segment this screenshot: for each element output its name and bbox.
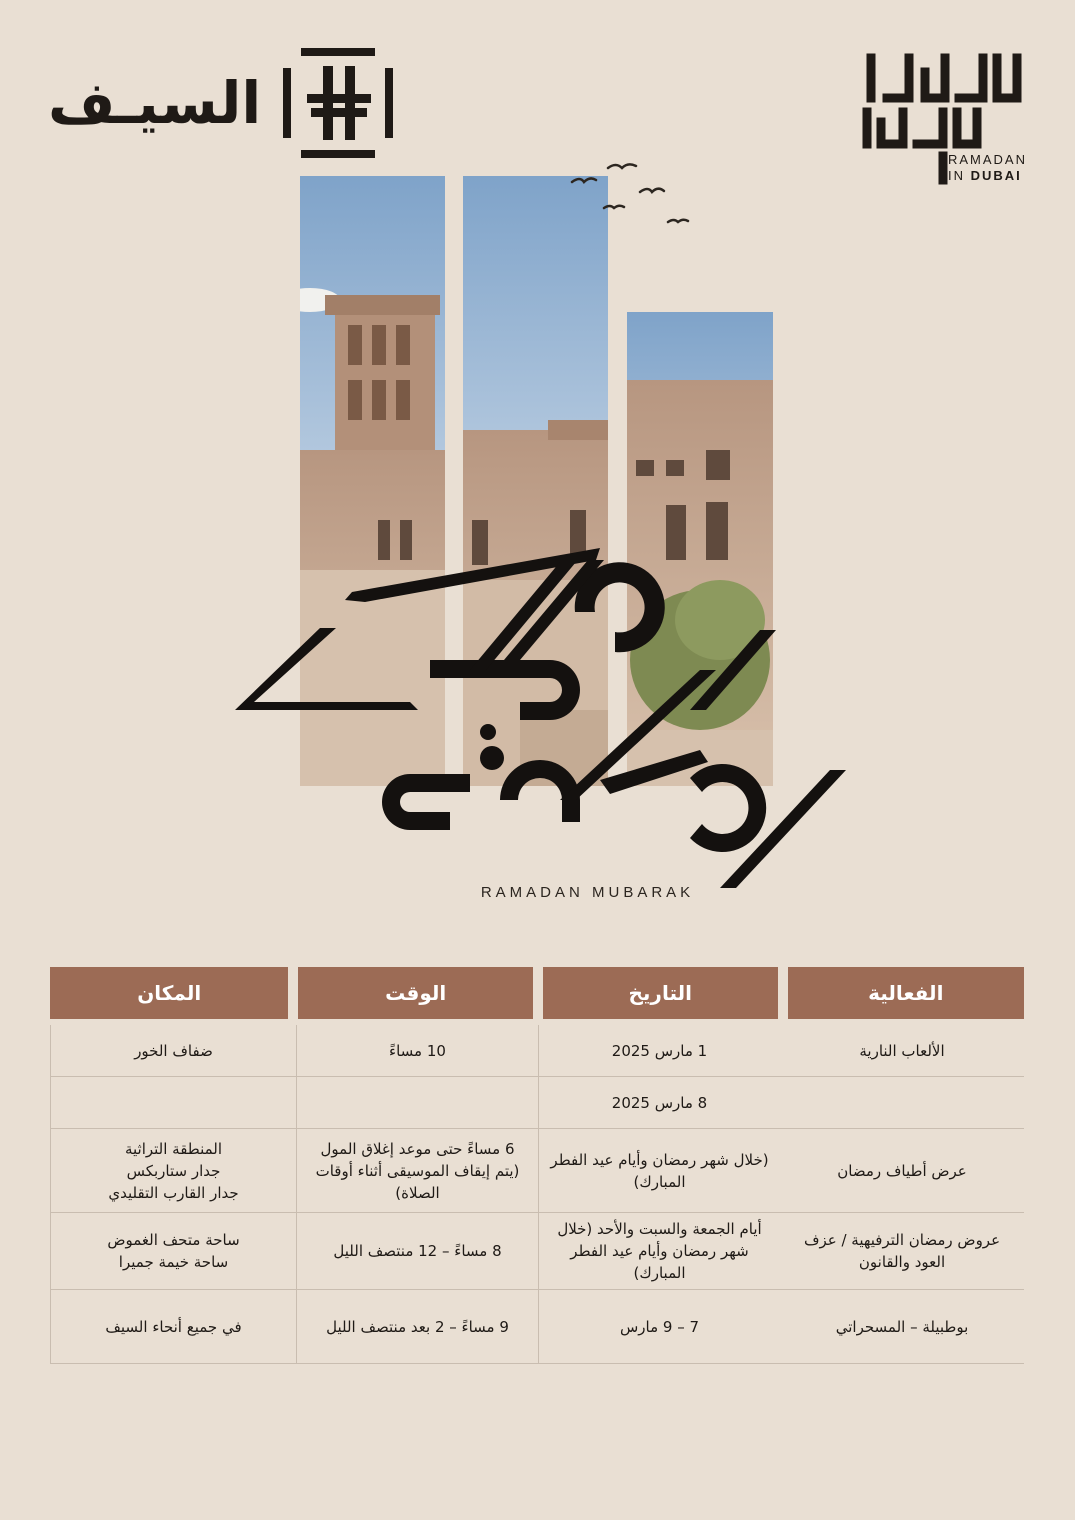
cell-date: (خلال شهر رمضان وأيام عيد الفطر المبارك): [538, 1129, 780, 1212]
cell-location: ضفاف الخور: [50, 1025, 296, 1076]
header-location: المكان: [50, 967, 288, 1019]
photo-panel-left: [280, 176, 445, 790]
cell-time: [296, 1077, 538, 1128]
cell-location: المنطقة التراثية جدار ستاربكس جدار القارب التقليدي: [50, 1129, 296, 1212]
hero-artwork: [0, 150, 1075, 910]
cell-event: بوطبيلة – المسحراتي: [835, 1317, 969, 1336]
caption-dubai: DUBAI: [970, 168, 1022, 183]
caption-line-ramadan: RAMADAN: [947, 152, 1027, 167]
cell-location: ساحة متحف الغموض ساحة خيمة جميرا: [50, 1213, 296, 1289]
al-seef-emblem-icon: [283, 48, 393, 158]
header-time: الوقت: [298, 967, 533, 1019]
ramadan-mubarak-caption: RAMADAN MUBARAK: [480, 884, 695, 901]
cell-date: 8 مارس 2025: [538, 1077, 780, 1128]
table-body: [50, 1025, 1024, 1364]
table-row: [50, 1077, 1024, 1129]
cell-event: [780, 1077, 1024, 1128]
cell-event: عرض أطياف رمضان: [837, 1161, 967, 1180]
cell-date: أيام الجمعة والسبت والأحد (خلال شهر رمضان وأيام عيد الفطر المبارك): [538, 1213, 780, 1289]
cell-location: [50, 1077, 296, 1128]
cell-date: 7 – 9 مارس: [538, 1290, 780, 1363]
cell-event: عروض رمضان الترفيهية / عزف العود والقانون: [803, 1231, 1001, 1271]
al-seef-logo: [48, 48, 393, 158]
table-row: [50, 1213, 1024, 1290]
cell-time: 10 مساءً: [296, 1025, 538, 1076]
cell-time: 8 مساءً – 12 منتصف الليل: [296, 1213, 538, 1289]
events-schedule-table: [50, 967, 1024, 1364]
table-row: [50, 1129, 1024, 1213]
cell-event: الألعاب النارية: [859, 1041, 945, 1060]
photo-panel-middle: [463, 176, 608, 790]
cell-time: 9 مساءً – 2 بعد منتصف الليل: [296, 1290, 538, 1363]
caption-in: IN: [947, 168, 965, 183]
table-row: [50, 1025, 1024, 1077]
header-date: التاريخ: [543, 967, 778, 1019]
cell-time: 6 مساءً حتى موعد إغلاق المول (يتم إيقاف الموسيقى أثناء أوقات الصلاة): [296, 1129, 538, 1212]
al-seef-logo-text: السيـف: [48, 69, 262, 137]
table-row: [50, 1290, 1024, 1364]
table-header-row: [50, 967, 1024, 1019]
cell-location: في جميع أنحاء السيف: [50, 1290, 296, 1363]
header-event: الفعالية: [788, 967, 1024, 1019]
cell-date: 1 مارس 2025: [538, 1025, 780, 1076]
